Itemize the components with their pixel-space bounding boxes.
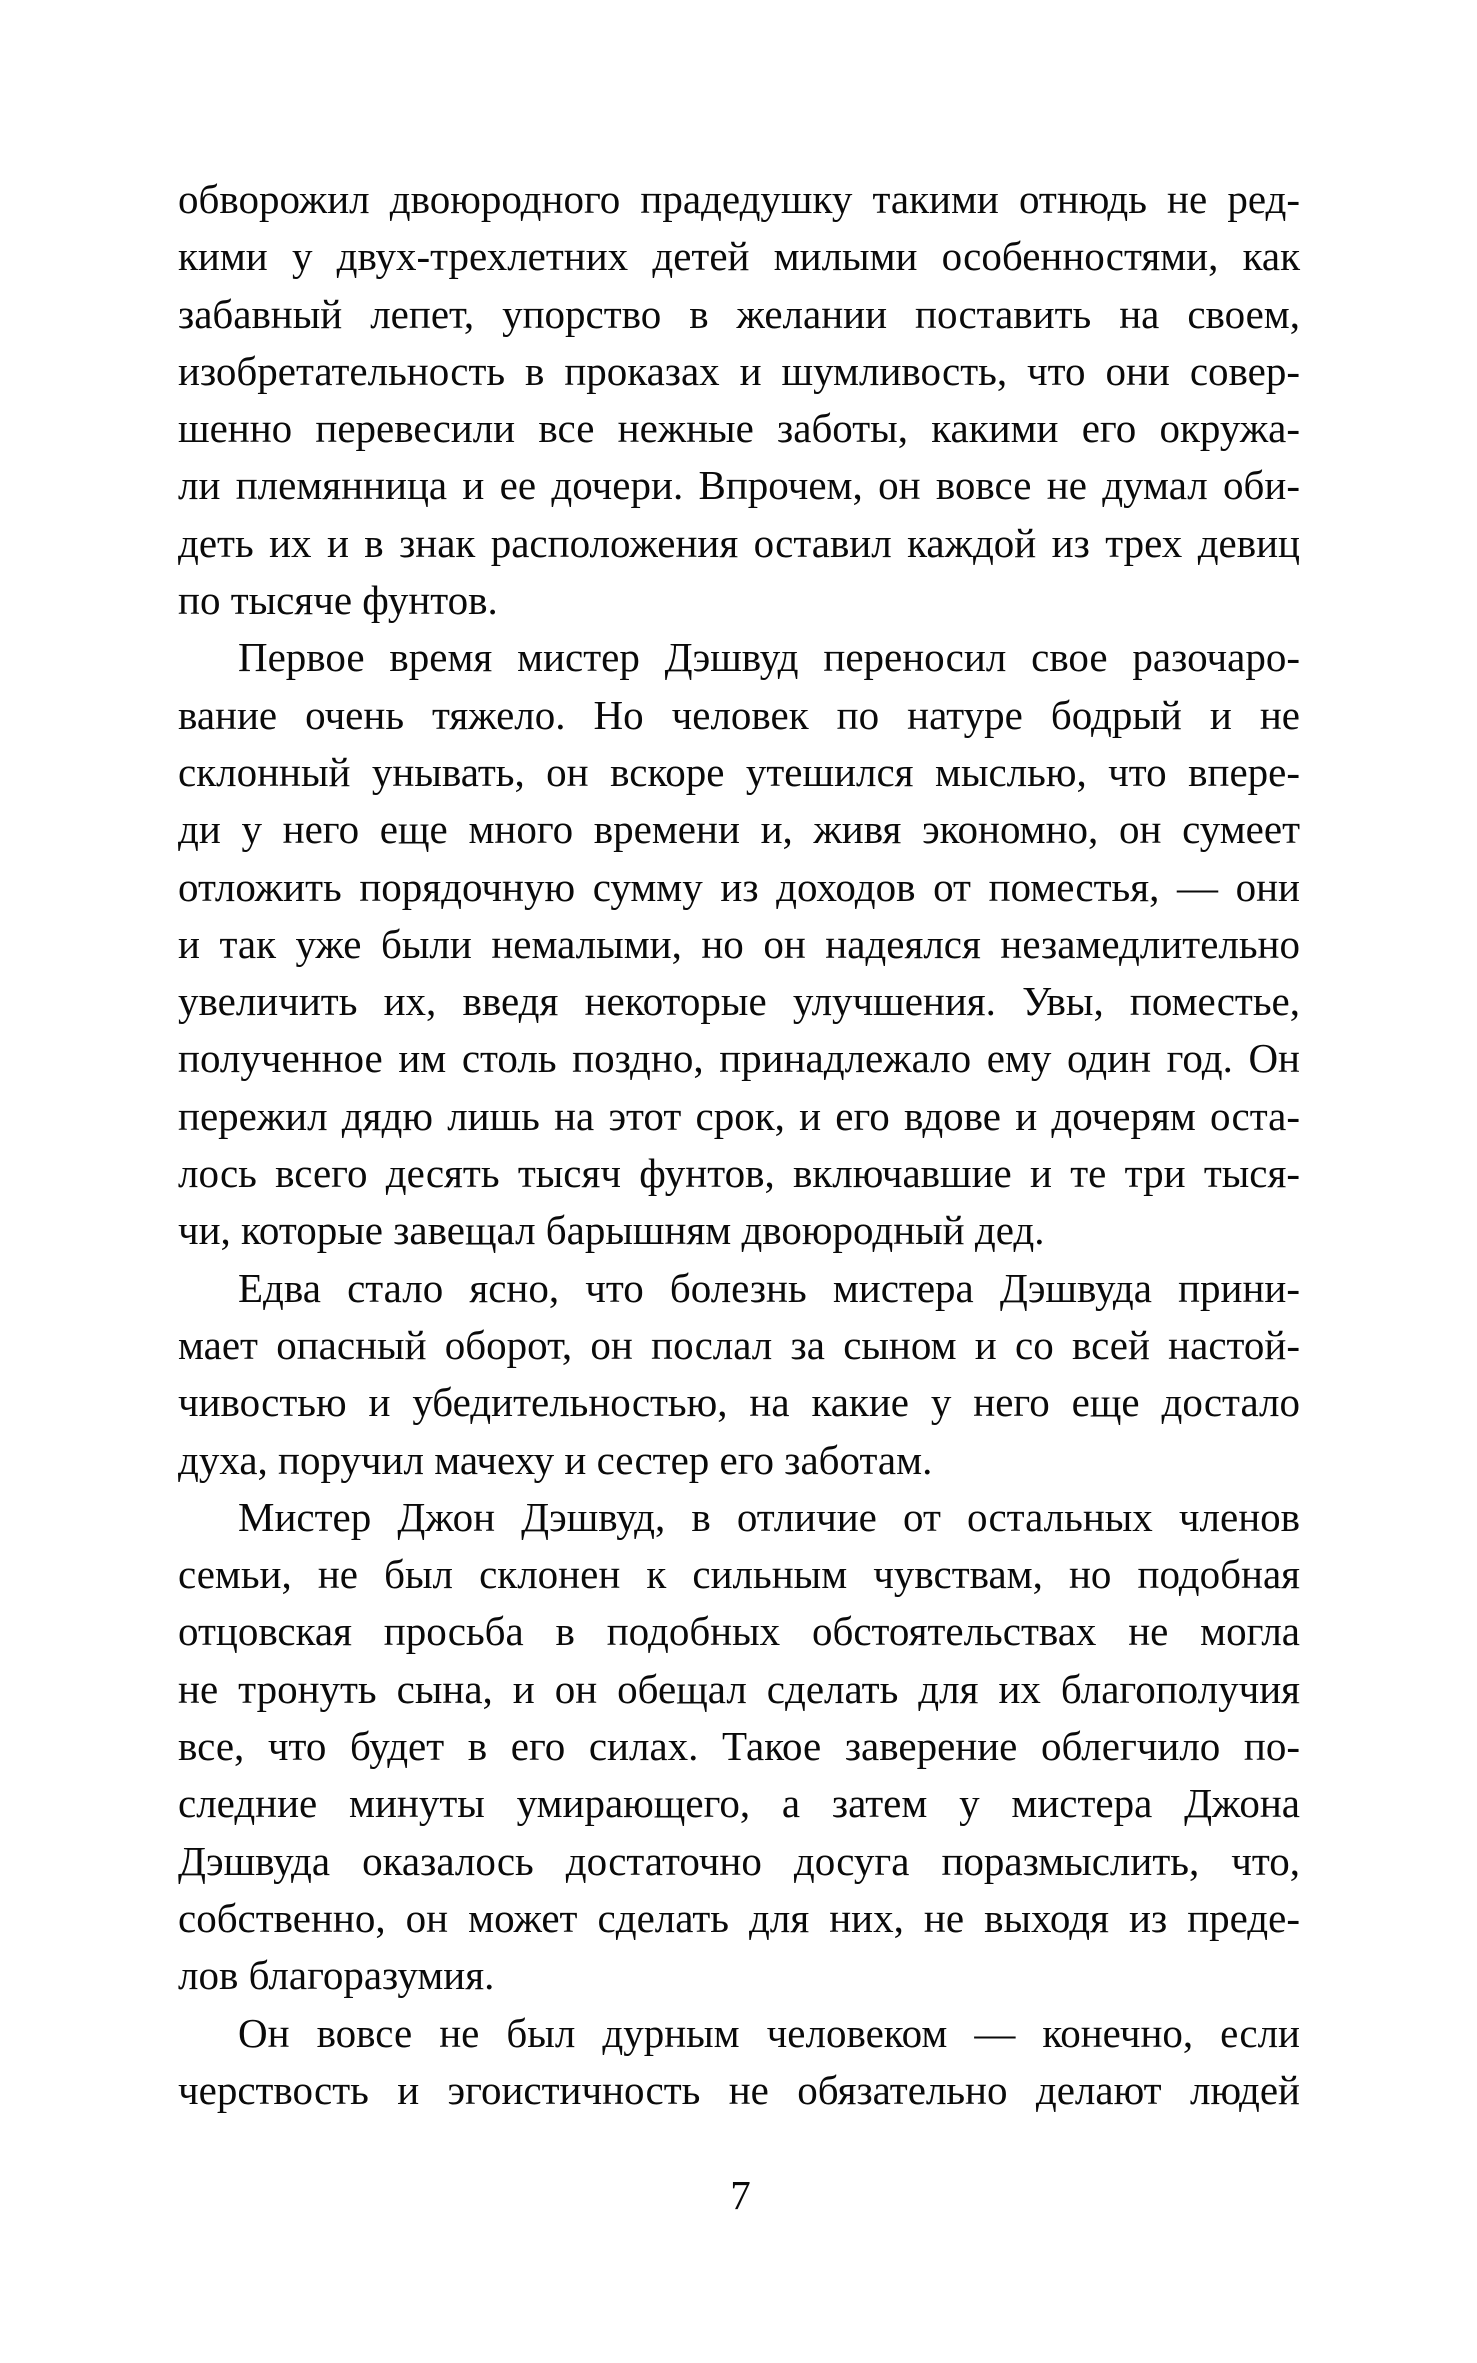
text-line: все, что будет в его силах. Такое заверение облегчило по- xyxy=(178,1723,1300,1770)
paragraph xyxy=(178,2010,1300,2125)
paragraph xyxy=(178,1265,1300,1494)
text-line: и так уже были немалыми, но он надеялся незамедлительно xyxy=(178,920,1300,967)
page-number: 7 xyxy=(730,2172,751,2218)
text-line: отложить порядочную сумму из доходов от поместья, — они xyxy=(178,863,1300,910)
text-line: вание очень тяжело. Но человек по натуре бодрый и не xyxy=(178,691,1300,738)
text-line: пережил дядю лишь на этот срок, и его вдове и дочерям оста- xyxy=(178,1092,1300,1139)
text-line: Первое время мистер Дэшвуд переносил свое разочаро- xyxy=(238,634,1300,681)
text-line: лов благоразумия. xyxy=(178,1952,495,1999)
text-line: изобретательность в проказах и шумливость, что они совер- xyxy=(178,347,1300,394)
text-line: увеличить их, введя некоторые улучшения. Увы, поместье, xyxy=(178,978,1300,1025)
text-line: следние минуты умирающего, а затем у мистера Джона xyxy=(178,1780,1300,1827)
text-line: не тронуть сына, и он обещал сделать для их благополучия xyxy=(178,1665,1300,1712)
text-line: деть их и в знак расположения оставил каждой из трех девиц xyxy=(178,519,1300,566)
text-line: по тысяче фунтов. xyxy=(178,577,498,624)
text-line: чи, которые завещал барышням двоюродный дед. xyxy=(178,1207,1045,1254)
text-line: собственно, он может сделать для них, не выходя из преде- xyxy=(178,1894,1300,1941)
text-line: Мистер Джон Дэшвуд, в отличие от остальных членов xyxy=(238,1493,1300,1540)
text-line: лось всего десять тысяч фунтов, включавшие и те три тыся- xyxy=(178,1150,1300,1197)
paragraph xyxy=(178,176,1300,634)
text-line: Едва стало ясно, что болезнь мистера Дэшвуда прини- xyxy=(238,1264,1300,1311)
text-line: кими у двух-трехлетних детей милыми особенностями, как xyxy=(178,233,1300,280)
text-line: отцовская просьба в подобных обстоятельствах не могла xyxy=(178,1608,1300,1655)
text-line: черствость и эгоистичность не обязательно делают людей xyxy=(178,2066,1300,2113)
text-line: мает опасный оборот, он послал за сыном и со всей настой- xyxy=(178,1321,1300,1368)
text-line: Он вовсе не был дурным человеком — конечно, если xyxy=(238,2009,1300,2056)
page-body-text xyxy=(178,176,1300,2124)
text-line: обворожил двоюродного прадедушку такими отнюдь не ред- xyxy=(178,176,1300,222)
text-line: духа, поручил мачеху и сестер его заботам. xyxy=(178,1436,933,1483)
text-line: шенно перевесили все нежные заботы, какими его окружа- xyxy=(178,405,1300,452)
text-line: ли племянница и ее дочери. Впрочем, он вовсе не думал оби- xyxy=(178,462,1300,509)
text-line: Дэшвуда оказалось достаточно досуга поразмыслить, что, xyxy=(178,1837,1300,1884)
text-line: полученное им столь поздно, принадлежало ему один год. Он xyxy=(178,1035,1300,1082)
text-line: ди у него еще много времени и, живя экономно, он сумеет xyxy=(178,806,1300,853)
paragraph xyxy=(178,634,1300,1264)
text-line: забавный лепет, упорство в желании поставить на своем, xyxy=(178,290,1300,337)
text-line: семьи, не был склонен к сильным чувствам, но подобная xyxy=(178,1551,1300,1598)
text-line: чивостью и убедительностью, на какие у него еще достало xyxy=(178,1379,1300,1426)
paragraph xyxy=(178,1494,1300,2010)
text-line: склонный унывать, он вскоре утешился мыслью, что впере- xyxy=(178,748,1300,795)
